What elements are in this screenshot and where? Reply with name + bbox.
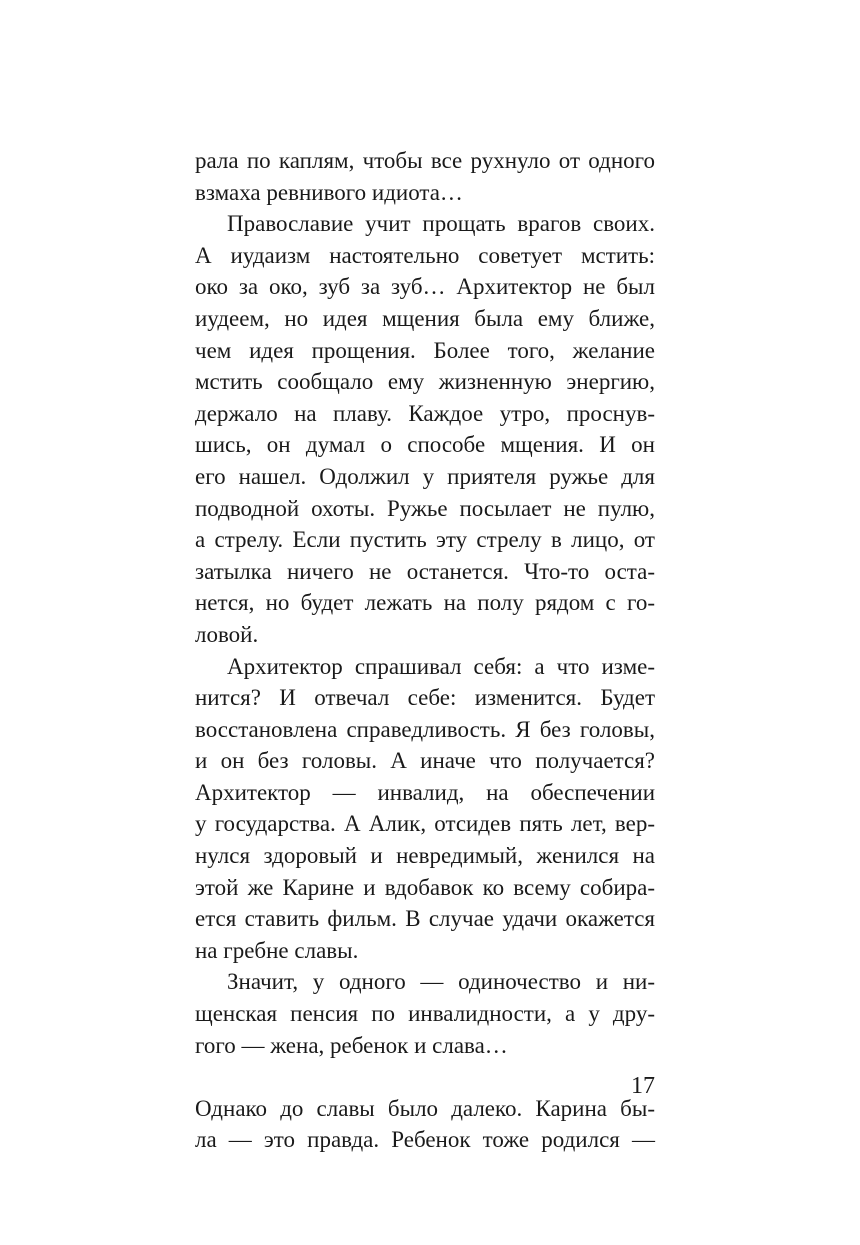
text-line: ловой. [195, 621, 259, 647]
text-line: его нашел. Одолжил у приятеля ружье для [195, 463, 655, 489]
section-break [195, 1061, 655, 1093]
text-line: ется ставить фильм. В случае удачи окажется [195, 906, 655, 932]
text-line: на гребне славы. [195, 937, 359, 963]
page-body [195, 145, 655, 1156]
text-line: Архитектор спрашивал себя: а что изме- [227, 653, 655, 679]
text-line: восстановлена справедливость. Я без головы, [195, 716, 655, 742]
text-line: шись, он думал о способе мщения. И он [195, 432, 655, 458]
text-line: иудеем, но идея мщения была ему ближе, [195, 305, 655, 331]
text-line: Архитектор — инвалид, на обеспечении [195, 779, 655, 805]
text-line: этой же Карине и вдобавок ко всему собира- [195, 874, 655, 900]
text-line: держало на плаву. Каждое утро, проснув- [195, 400, 655, 426]
text-line: нится? И отвечал себе: изменится. Будет [195, 685, 655, 711]
text-line: а стрелу. Если пустить эту стрелу в лицо, от [195, 527, 655, 553]
text-line: взмаха ревнивого идиота… [195, 179, 463, 205]
text-line: А иудаизм настоятельно советует мстить: [195, 242, 655, 268]
text-line: чем идея прощения. Более того, желание [195, 337, 655, 363]
text-line: подводной охоты. Ружье посылает не пулю, [195, 495, 655, 521]
text-line: у государства. А Алик, отсидев пять лет, вер- [195, 811, 655, 837]
text-line: рала по каплям, чтобы все рухнуло от одного [195, 148, 655, 173]
text-line: нулся здоровый и невредимый, женился на [195, 843, 655, 869]
text-line: щенская пенсия по инвалидности, а у дру- [195, 1001, 655, 1027]
text-line: Значит, у одного — одиночество и ни- [227, 969, 655, 995]
text-line: гого — жена, ребенок и слава… [195, 1032, 508, 1058]
text-line: Православие учит прощать врагов своих. [227, 211, 655, 237]
text-line: затылка ничего не останется. Что-то оста- [195, 558, 655, 584]
page-number: 17 [631, 1073, 655, 1099]
text-line: Однако до славы было далеко. Карина бы- [195, 1095, 655, 1121]
text-line: ла — это правда. Ребенок тоже родился — [195, 1127, 655, 1153]
text-line: и он без головы. А иначе что получается? [195, 748, 655, 774]
text-line: око за око, зуб за зуб… Архитектор не был [195, 274, 655, 300]
text-line: нется, но будет лежать на полу рядом с го- [195, 590, 655, 616]
text-line: мстить сообщало ему жизненную энергию, [195, 369, 655, 395]
